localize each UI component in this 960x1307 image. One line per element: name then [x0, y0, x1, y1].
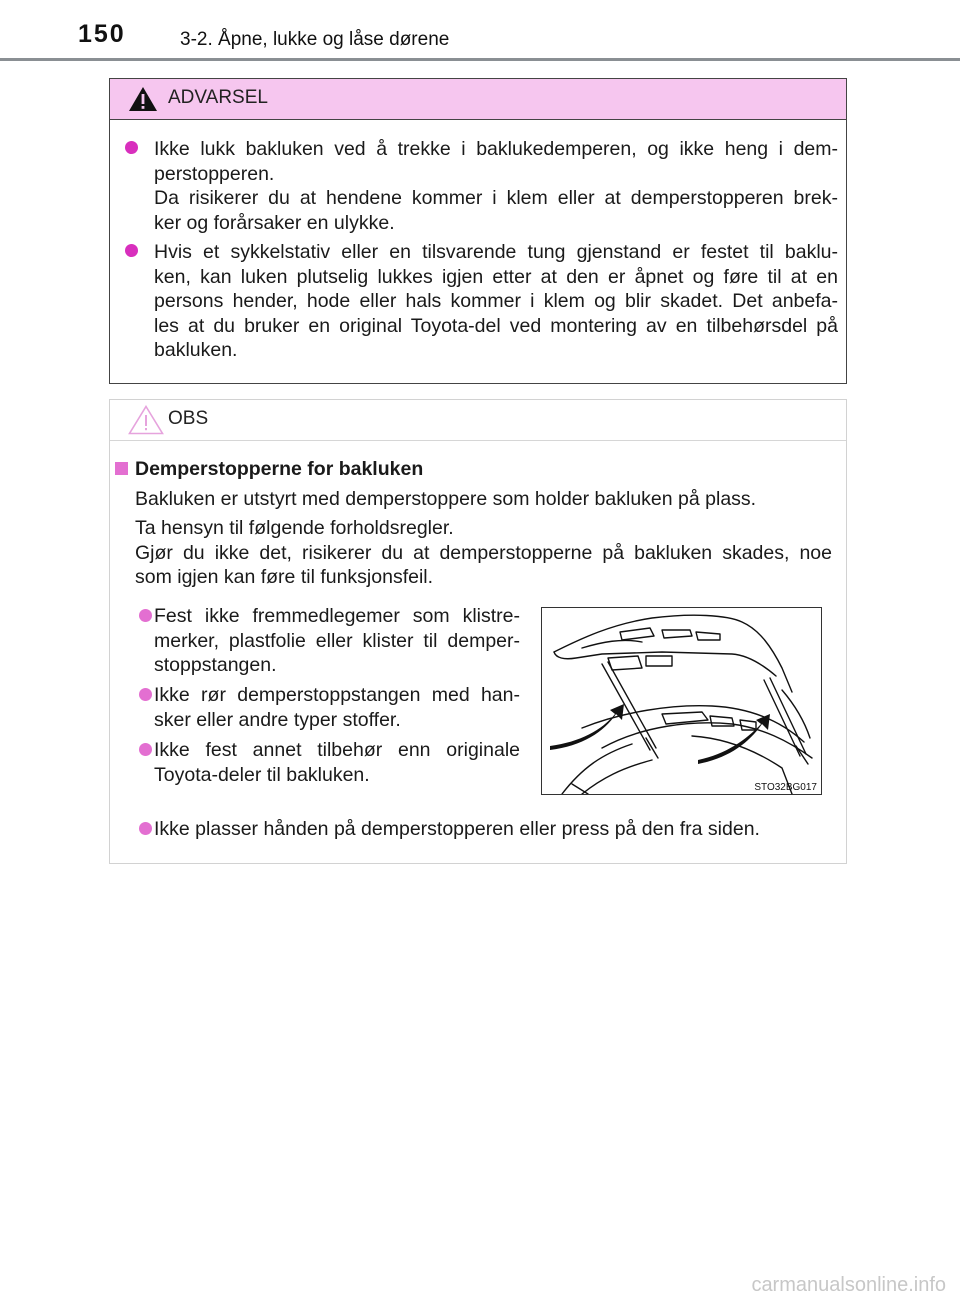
notice-intro: Bakluken er utstyrt med demperstoppere som holder bakluken på plass.	[135, 488, 757, 510]
text-line: Da risikerer du at hendene kommer i klem eller at demperstopperen brek-	[154, 187, 838, 209]
section-title: 3-2. Åpne, lukke og låse dørene	[180, 29, 450, 50]
notice-bullet-2	[139, 688, 152, 701]
text-line: ken, kan luken plutselig lukkes igjen etter at den er åpnet og føre til at en	[154, 265, 838, 288]
notice-item-1	[154, 604, 520, 678]
notice-bullet-4	[139, 822, 152, 835]
notice-label: OBS	[168, 408, 209, 429]
text-line: Gjør du ikke det, risikerer du at demperstopperne på bakluken skades, noe	[135, 541, 832, 564]
text-line: sker eller andre typer stoffer.	[154, 708, 401, 731]
notice-bullet-1	[139, 609, 152, 622]
warning-bullet-1	[125, 141, 138, 154]
text-line: les at du bruker en original Toyota-del ved montering av en tilbehørsdel på	[154, 314, 838, 337]
tailgate-illustration	[541, 607, 822, 795]
notice-subheading: Demperstopperne for bakluken	[135, 458, 424, 480]
text-line: som igjen kan føre til funksjonsfeil.	[135, 566, 434, 588]
text-line: ker og forårsaker en ulykke.	[154, 211, 395, 234]
warning-item-2	[154, 240, 838, 363]
notice-last-item: Ikke plasser hånden på demperstopperen eller press på den fra siden.	[154, 818, 760, 840]
text-line: Ikke rør demperstoppstangen med han-	[154, 684, 520, 706]
header-rule	[0, 58, 960, 61]
text-line: perstopperen.	[154, 162, 275, 185]
warning-bullet-2	[125, 244, 138, 257]
warning-triangle-icon	[128, 86, 158, 112]
notice-precautions	[135, 516, 832, 590]
text-line: Fest ikke fremmedlegemer som klistre-	[154, 605, 520, 627]
text-line: Ikke lukk bakluken ved å trekke i baklukedemperen, og ikke heng i dem-	[154, 138, 838, 160]
watermark: carmanualsonline.info	[751, 1274, 946, 1296]
text-line: Hvis et sykkelstativ eller en tilsvarende tung gjenstand er festet til baklu-	[154, 241, 838, 263]
warning-header	[110, 79, 846, 120]
page-number: 150	[78, 20, 126, 48]
text-line: stoppstangen.	[154, 654, 277, 676]
warning-label: ADVARSEL	[168, 87, 268, 108]
page-header	[0, 0, 960, 62]
caution-triangle-icon	[128, 405, 164, 435]
notice-bullet-3	[139, 743, 152, 756]
text-line: bakluken.	[154, 339, 238, 361]
figure-code: STO32BG017	[754, 782, 817, 793]
warning-item-1	[154, 137, 838, 235]
text-line: merker, plastfolie eller klister til demper-	[154, 629, 520, 652]
notice-header	[110, 400, 846, 441]
text-line: Ikke fest annet tilbehør enn originale	[154, 739, 520, 761]
text-line: Ta hensyn til følgende forholdsregler.	[135, 517, 454, 539]
subheading-marker	[115, 462, 128, 475]
tailgate-drawing	[542, 608, 822, 795]
notice-item-2	[154, 683, 520, 732]
notice-item-3	[154, 738, 520, 787]
text-line: Toyota-deler til bakluken.	[154, 763, 370, 786]
text-line: persons hender, hode eller hals kommer i klem og blir skadet. Det anbefa-	[154, 290, 838, 312]
